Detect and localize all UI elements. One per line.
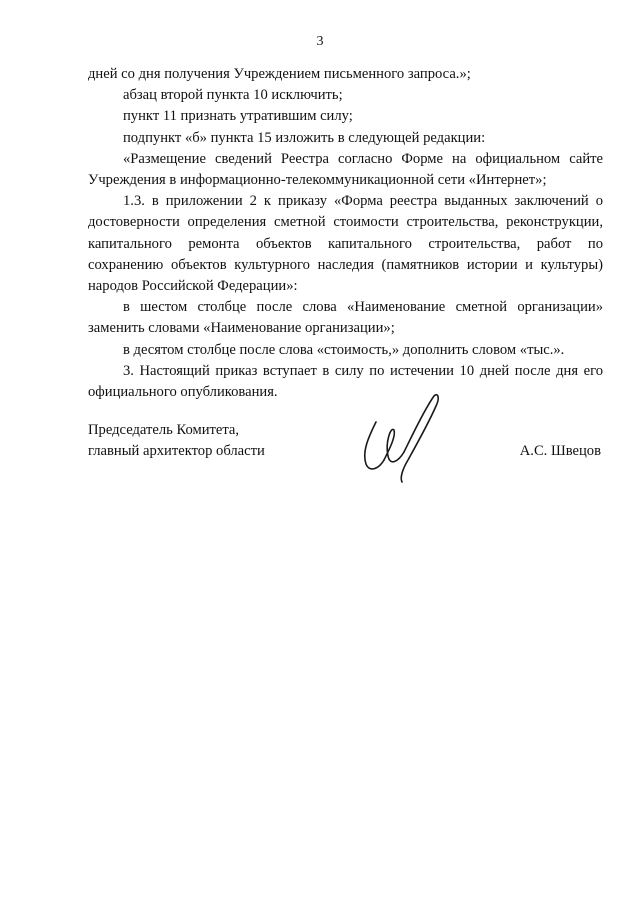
handwritten-signature: [358, 390, 458, 485]
paragraph-item-3: 3. Настоящий приказ вступает в силу по истечении 10 дней после дня его официального опубликования.: [88, 362, 603, 401]
signer-name: А.С. Швецов: [519, 443, 601, 459]
paragraph-amend-11: пункт 11 признать утратившим силу;: [123, 108, 353, 125]
paragraph-quoted-text: «Размещение сведений Реестра согласно Форме на официальном сайте Учреждения в информационно-телекоммуникационной сети «Интернет»;: [88, 150, 603, 189]
signer-title-line-2: главный архитектор области: [88, 443, 265, 459]
document-body: [88, 64, 603, 403]
paragraph-amend-10: абзац второй пункта 10 исключить;: [123, 87, 343, 104]
signer-title-line-1: Председатель Комитета,: [88, 422, 240, 438]
paragraph-continuation: дней со дня получения Учреждением письменного запроса.»;: [88, 66, 471, 82]
paragraph-item-1-3: 1.3. в приложении 2 к приказу «Форма реестра выданных заключений о достоверности определения сметной стоимости строительства, реконструкции, капитального ремонта объектов капитального строительства, работ по сохранению объектов культурного наследия (памятников истории и культуры) народов Российской Федерации»:: [88, 193, 603, 295]
signature-block: [88, 420, 603, 510]
paragraph-column-6: в шестом столбце после слова «Наименование сметной организации» заменить словами «Наименование организации»;: [88, 299, 603, 337]
paragraph-amend-15: подпункт «б» пункта 15 изложить в следующей редакции:: [123, 129, 486, 146]
signer-title: [88, 420, 265, 462]
page-number: 3: [316, 34, 324, 49]
paragraph-column-10: в десятом столбце после слова «стоимость,» дополнить словом «тыс.».: [123, 341, 565, 358]
